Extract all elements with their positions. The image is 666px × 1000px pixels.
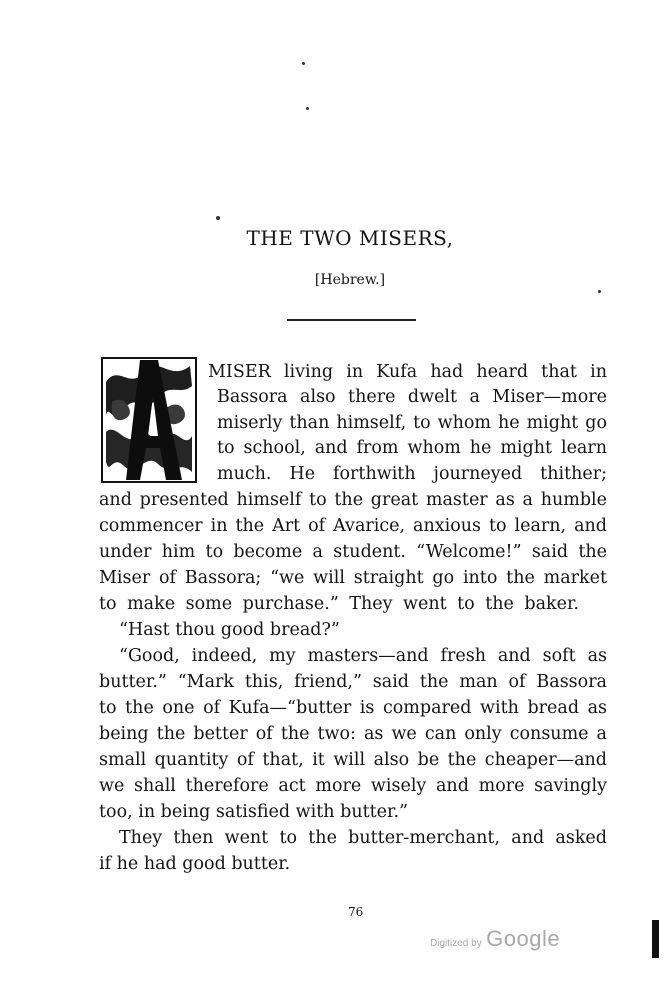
scan-speck — [306, 107, 309, 110]
scan-speck — [302, 62, 305, 65]
text-line: Bassora also there dwelt a Miser—more — [217, 387, 607, 407]
text-line: small quantity of that, it will also be the cheaper—and — [99, 750, 607, 770]
text-line: and presented himself to the great master as a humble — [99, 490, 607, 510]
text-line: we shall therefore act more wisely and more savingly — [99, 776, 607, 796]
title-divider — [287, 319, 416, 321]
scan-speck — [216, 216, 220, 220]
text-line: miserly than himself, to whom he might go — [217, 413, 607, 433]
text-line: under him to become a student. “Welcome!” said the — [99, 542, 607, 562]
scan-speck — [598, 290, 601, 293]
text-line: to make some purchase.” They went to the baker. — [99, 594, 579, 614]
drop-cap-initial — [100, 352, 198, 486]
scan-edge-mark — [652, 920, 659, 958]
text-line: “Good, indeed, my masters—and fresh and soft as — [119, 646, 607, 666]
page-subtitle: [Hebrew.] — [314, 272, 386, 288]
page-title: THE TWO MISERS, — [246, 226, 454, 250]
text-line: Miser of Bassora; “we will straight go into the market — [99, 568, 607, 588]
digitized-watermark — [430, 926, 560, 952]
text-line: being the better of the two: as we can only consume a — [99, 724, 607, 744]
text-line: to school, and from whom he might learn — [217, 438, 607, 458]
text-line: They then went to the butter-merchant, and asked — [119, 828, 607, 848]
drop-cap-ornament — [100, 352, 198, 486]
text-line: to the one of Kufa—“butter is compared with bread as — [99, 698, 607, 718]
watermark-brand: Google — [486, 926, 561, 951]
text-line: MISER living in Kufa had heard that in — [208, 362, 607, 382]
text-line: butter.” “Mark this, friend,” said the man of Bassora — [99, 672, 607, 692]
text-line: commencer in the Art of Avarice, anxious to learn, and — [99, 516, 607, 536]
text-line: if he had good butter. — [99, 854, 291, 874]
text-line: “Hast thou good bread?” — [119, 620, 340, 640]
page-number: 76 — [348, 905, 364, 919]
watermark-prefix: Digitized by — [430, 938, 482, 949]
drop-cap-letter: A — [145, 468, 153, 479]
text-line: too, in being satisfied with butter.” — [99, 802, 408, 822]
text-line: much. He forthwith journeyed thither; — [217, 464, 607, 484]
